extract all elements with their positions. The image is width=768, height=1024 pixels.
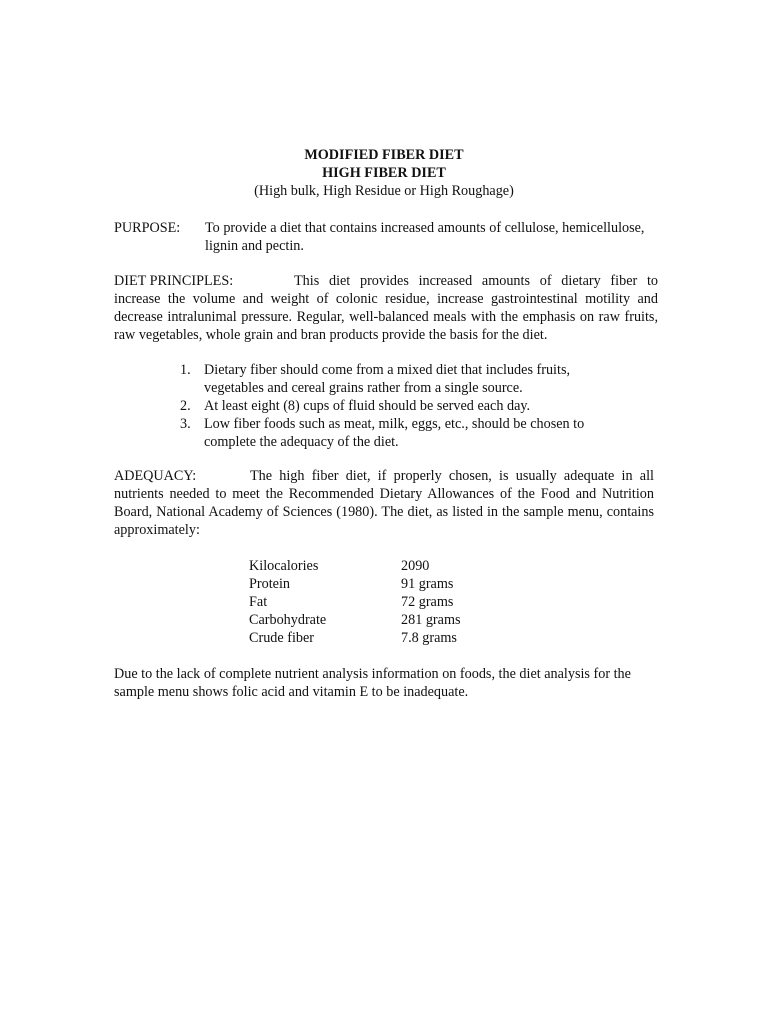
nutrient-table — [249, 557, 549, 647]
diet-principles-text: This diet provides increased amounts of dietary fiber to increase the volume and weight of colonic residue, increase gastrointestinal motility and decrease intralunimal pressure. Regular, well-balanced meals with the emphasis on raw fruits, raw vegetables, whole grain and bran products provide the basis for the diet. — [114, 273, 658, 343]
title-block — [0, 146, 768, 200]
diet-principles-section — [114, 272, 658, 344]
table-row — [249, 557, 549, 575]
list-item-text: Low fiber foods such as meat, milk, eggs, etc., should be chosen to complete the adequacy of the diet. — [204, 416, 585, 450]
adequacy-section — [114, 467, 654, 539]
document-title: MODIFIED FIBER DIET — [304, 147, 464, 163]
table-row — [249, 611, 549, 629]
analysis-footnote: Due to the lack of complete nutrient analysis information on foods, the diet analysis for the sample menu shows folic acid and vitamin E to be inadequate. — [114, 666, 631, 700]
list-item-number: 3. — [180, 416, 191, 432]
adequacy-label: ADEQUACY: — [114, 468, 197, 484]
document-subtitle: HIGH FIBER DIET — [322, 165, 446, 181]
nutrient-name: Protein — [249, 576, 290, 592]
list-item-number: 1. — [180, 362, 191, 378]
nutrient-value: 2090 — [401, 558, 430, 574]
list-item-text: At least eight (8) cups of fluid should be served each day. — [204, 398, 531, 414]
list-item — [180, 415, 620, 451]
list-item — [180, 397, 620, 415]
table-row — [249, 593, 549, 611]
list-item — [180, 361, 620, 397]
nutrient-value: 7.8 grams — [401, 630, 457, 646]
nutrient-name: Crude fiber — [249, 630, 315, 646]
list-item-number: 2. — [180, 398, 191, 414]
purpose-text: To provide a diet that contains increased amounts of cellulose, hemicellulose, lignin and pectin. — [205, 220, 645, 254]
document-subtitle-note: (High bulk, High Residue or High Roughage) — [254, 183, 514, 199]
rules-list — [180, 361, 620, 451]
adequacy-text: The high fiber diet, if properly chosen, is usually adequate in all nutrients needed to meet the Recommended Dietary Allowances of the Food and Nutrition Board, National Academy of Sciences (1980). The diet, as listed in the sample menu, contains approximately: — [114, 468, 654, 538]
purpose-label: PURPOSE: — [114, 220, 181, 236]
list-item-text: Dietary fiber should come from a mixed diet that includes fruits, vegetables and cereal grains rather from a single source. — [204, 362, 571, 396]
nutrient-name: Carbohydrate — [249, 612, 327, 628]
nutrient-value: 281 grams — [401, 612, 461, 628]
table-row — [249, 575, 549, 593]
nutrient-name: Fat — [249, 594, 268, 610]
nutrient-value: 72 grams — [401, 594, 454, 610]
table-row — [249, 629, 549, 647]
nutrient-name: Kilocalories — [249, 558, 319, 574]
nutrient-value: 91 grams — [401, 576, 454, 592]
diet-principles-label: DIET PRINCIPLES: — [114, 273, 234, 289]
